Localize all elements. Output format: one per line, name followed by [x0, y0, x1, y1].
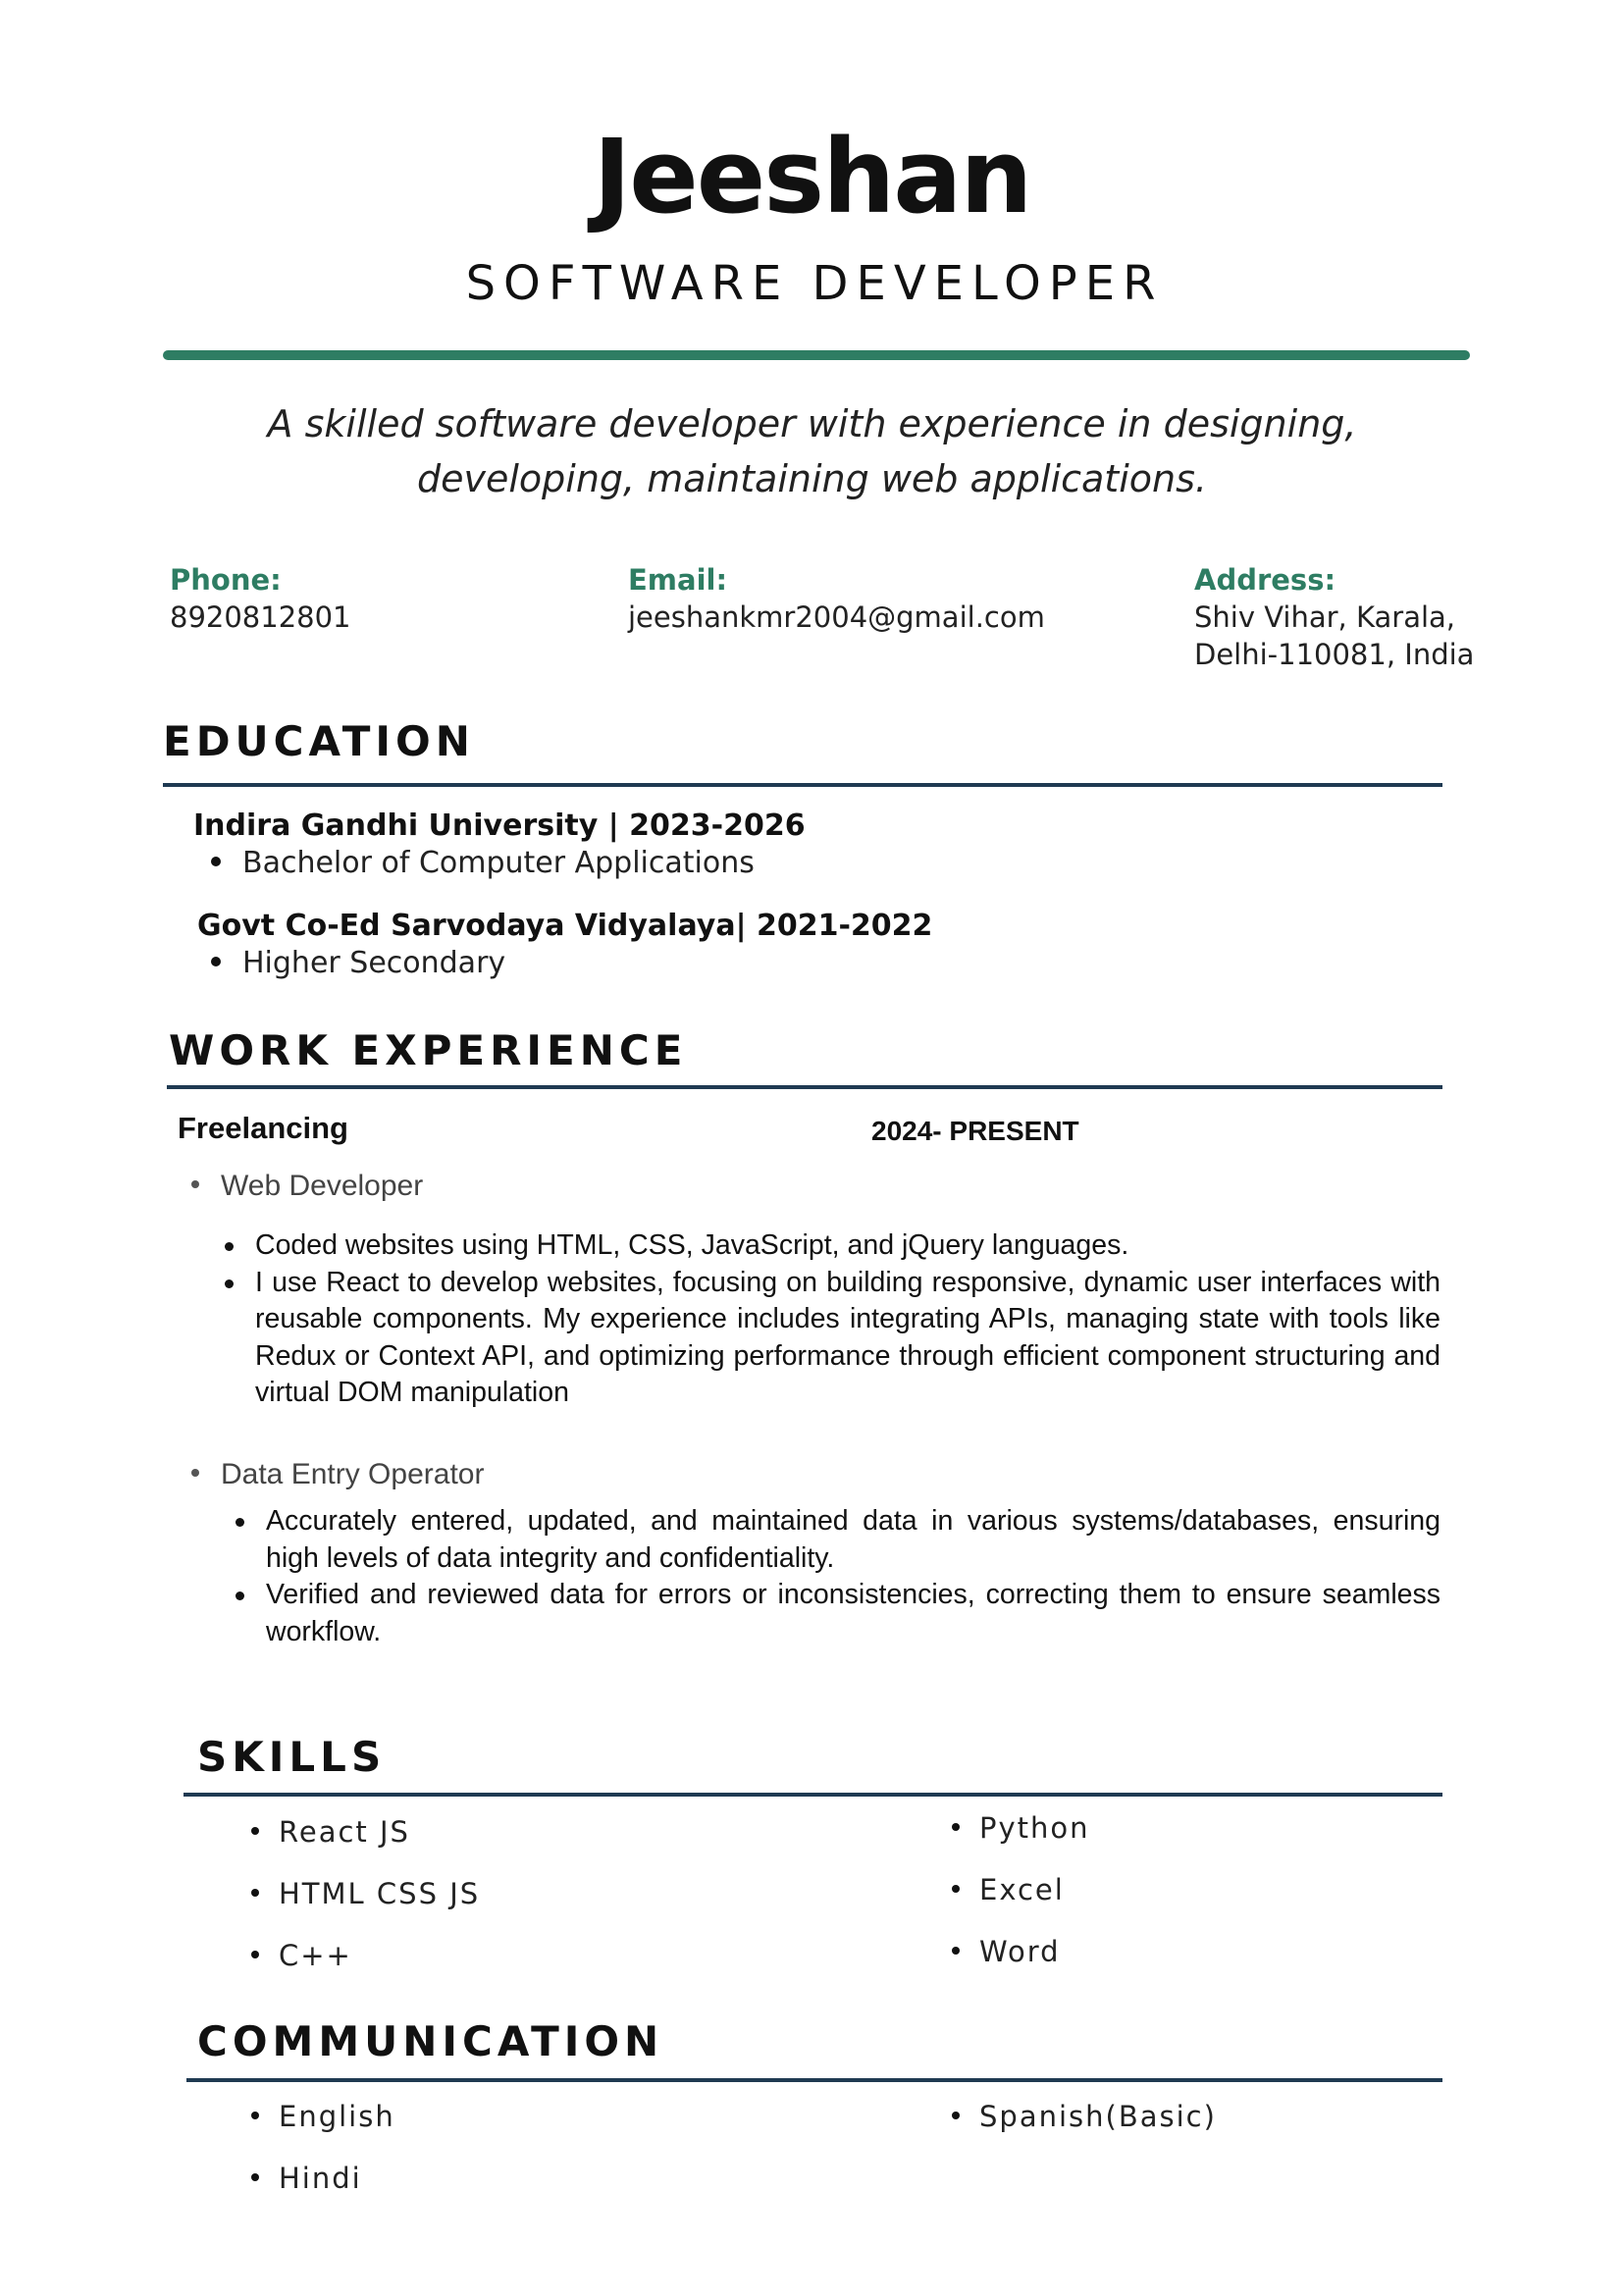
work-divider: [167, 1085, 1442, 1089]
candidate-name: Jeeshan: [593, 117, 1031, 236]
header-divider: [163, 350, 1470, 360]
bullet-icon: [251, 1951, 259, 1958]
education-detail: Bachelor of Computer Applications: [211, 845, 806, 882]
work-company: Freelancing: [178, 1111, 348, 1145]
address-line: Shiv Vihar, Karala,: [1194, 600, 1456, 634]
education-entry: [193, 808, 806, 882]
bullet-icon: [225, 1242, 234, 1251]
bullet-icon: [236, 1592, 244, 1600]
bullet-icon: [211, 857, 221, 866]
bullet-icon: [191, 1469, 199, 1477]
summary-line: developing, maintaining web applications.: [417, 457, 1207, 500]
bullet-icon: [225, 1279, 234, 1288]
duty-item: I use React to develop websites, focusing on building responsive, dynamic user interfaces with reusable components. My experience includes integrating APIs, managing state with tools like Redux or Context API, and optimizing performance through efficient component structuring and virtual DOM manipulation: [255, 1265, 1441, 1412]
duty-list: [255, 1227, 1441, 1412]
work-role: Web Developer: [191, 1168, 423, 1205]
education-entry: [197, 908, 932, 982]
language-item: English: [251, 2098, 395, 2135]
education-school: Govt Co-Ed Sarvodaya Vidyalaya| 2021-2022: [197, 909, 933, 943]
bullet-icon: [211, 957, 221, 966]
bullet-icon: [251, 2112, 259, 2119]
address-line: Delhi-110081, India: [1194, 638, 1475, 671]
contact-email: [628, 561, 1045, 636]
language-item: Spanish(Basic): [952, 2098, 1217, 2135]
bullet-icon: [952, 1947, 960, 1955]
skill-item: React JS: [251, 1813, 410, 1851]
address-label: Address:: [1194, 563, 1336, 597]
bullet-icon: [251, 2173, 259, 2181]
skill-item: Python: [952, 1809, 1090, 1847]
bullet-icon: [191, 1180, 199, 1188]
duty-item: Accurately entered, updated, and maintained data in various systems/databases, ensuring high levels of data integrity and confidentiality.: [266, 1503, 1441, 1577]
skill-item: Word: [952, 1933, 1061, 1970]
phone-label: Phone:: [170, 563, 282, 597]
email-label: Email:: [628, 563, 728, 597]
contact-address: [1194, 561, 1474, 673]
work-role: Data Entry Operator: [191, 1456, 484, 1493]
summary-line: A skilled software developer with experience in designing,: [267, 402, 1357, 445]
duty-list: [266, 1503, 1441, 1650]
work-dates: 2024- PRESENT: [871, 1116, 1079, 1146]
bullet-icon: [251, 1889, 259, 1897]
communication-divider: [186, 2078, 1442, 2082]
email-value: jeeshankmr2004@gmail.com: [628, 600, 1045, 634]
education-school: Indira Gandhi University | 2023-2026: [193, 809, 806, 843]
skill-item: C++: [251, 1937, 352, 1974]
communication-heading: COMMUNICATION: [197, 2017, 664, 2065]
bullet-icon: [952, 1885, 960, 1893]
bullet-icon: [251, 1827, 259, 1835]
contact-phone: [170, 561, 351, 636]
work-heading: WORK EXPERIENCE: [169, 1026, 688, 1074]
bullet-icon: [952, 2112, 960, 2119]
skill-item: Excel: [952, 1871, 1065, 1908]
bullet-icon: [236, 1518, 244, 1527]
job-title: SOFTWARE DEVELOPER: [465, 256, 1164, 311]
education-divider: [163, 783, 1442, 787]
summary: [196, 396, 1428, 506]
skills-divider: [183, 1793, 1442, 1797]
bullet-icon: [952, 1823, 960, 1831]
language-item: Hindi: [251, 2160, 362, 2197]
duty-item: Verified and reviewed data for errors or inconsistencies, correcting them to ensure seamless workflow.: [266, 1577, 1441, 1650]
skill-item: HTML CSS JS: [251, 1875, 480, 1912]
education-detail: Higher Secondary: [211, 945, 932, 982]
skills-heading: SKILLS: [197, 1733, 387, 1781]
education-heading: EDUCATION: [163, 717, 475, 765]
duty-item: Coded websites using HTML, CSS, JavaScript, and jQuery languages.: [255, 1227, 1441, 1265]
phone-value: 8920812801: [170, 600, 351, 634]
